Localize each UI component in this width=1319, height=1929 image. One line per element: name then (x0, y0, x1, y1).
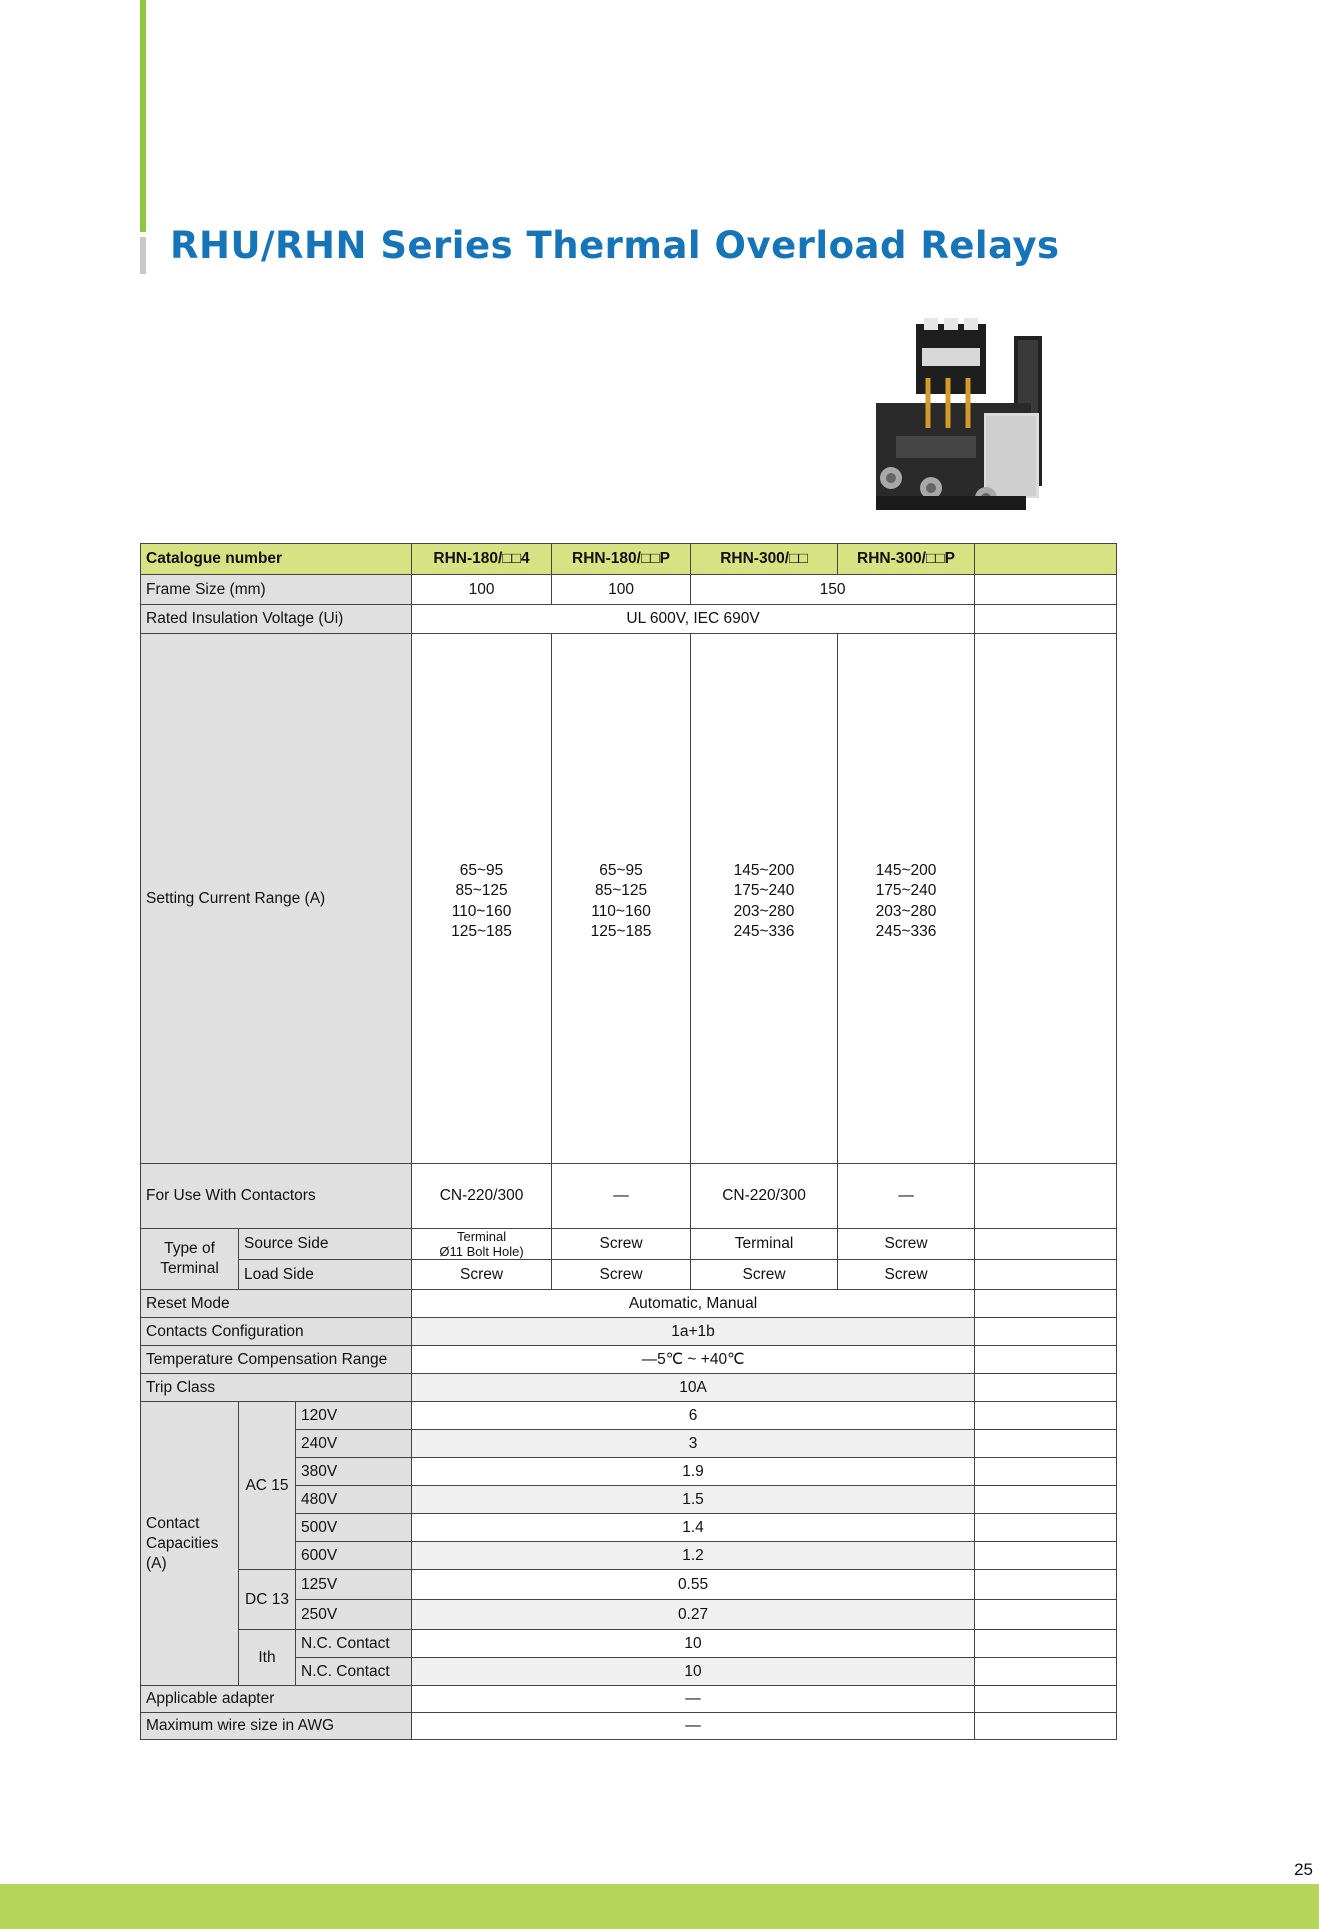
dc13-row (141, 1570, 1117, 1600)
source-side-1 (412, 1229, 552, 1260)
rated-insulation-label: Rated Insulation Voltage (Ui) (141, 605, 412, 634)
contactors-2: — (552, 1164, 691, 1229)
range-value: 65~95 (599, 861, 643, 879)
setting-current-1 (412, 634, 552, 1164)
range-value: 110~160 (591, 902, 651, 920)
frame-size-1: 100 (412, 575, 552, 605)
range-value: 85~125 (594, 882, 648, 899)
page-title: RHU/RHN Series Thermal Overload Relays (170, 224, 1060, 267)
range-value: 145~200 (733, 861, 795, 879)
ac15-empty (975, 1430, 1117, 1458)
dc13-empty (975, 1600, 1117, 1630)
rated-insulation-value: UL 600V, IEC 690V (412, 605, 975, 634)
load-side-label: Load Side (239, 1260, 412, 1290)
ac15-empty (975, 1542, 1117, 1570)
ith-value: 10 (412, 1630, 975, 1658)
frame-size-label: Frame Size (mm) (141, 575, 412, 605)
source-side-3: Terminal (691, 1229, 838, 1260)
dc13-value: 0.27 (412, 1600, 975, 1630)
temp-comp-row (141, 1346, 1117, 1374)
accent-bar-green (140, 0, 146, 232)
awg-empty (975, 1713, 1117, 1740)
header-row (141, 544, 1117, 575)
ac15-label: AC 15 (239, 1402, 296, 1570)
model-3: RHN-300/□□ (691, 544, 838, 575)
trip-class-label: Trip Class (141, 1374, 412, 1402)
ac15-empty (975, 1514, 1117, 1542)
source-side-1-line1: Terminal (456, 1229, 507, 1244)
dc13-voltage: 250V (296, 1600, 412, 1630)
ac15-value: 6 (412, 1402, 975, 1430)
range-value: 85~125 (455, 882, 508, 899)
ac15-voltage: 240V (296, 1430, 412, 1458)
setting-current-3 (691, 634, 838, 1164)
ac15-value: 1.2 (412, 1542, 975, 1570)
model-4: RHN-300/□□P (838, 544, 975, 575)
contacts-config-label: Contacts Configuration (141, 1318, 412, 1346)
load-side-1: Screw (412, 1260, 552, 1290)
load-side-4: Screw (838, 1260, 975, 1290)
accent-bar-gray (140, 237, 146, 274)
ac15-value: 1.5 (412, 1486, 975, 1514)
contacts-config-value: 1a+1b (412, 1318, 975, 1346)
temp-comp-empty (975, 1346, 1117, 1374)
range-value: 203~280 (733, 902, 795, 920)
contactors-row (141, 1164, 1117, 1229)
relay-product-photo (866, 318, 1066, 523)
rated-insulation-empty (975, 605, 1117, 634)
ith-label: Ith (239, 1630, 296, 1686)
awg-value: — (412, 1713, 975, 1740)
ac15-value: 3 (412, 1430, 975, 1458)
temp-comp-value: —5℃ ~ +40℃ (412, 1346, 975, 1374)
trip-class-value: 10A (412, 1374, 975, 1402)
contactors-1: CN-220/300 (412, 1164, 552, 1229)
adapter-empty (975, 1686, 1117, 1713)
reset-mode-value: Automatic, Manual (412, 1290, 975, 1318)
temp-comp-label: Temperature Compensation Range (141, 1346, 412, 1374)
contactors-label: For Use With Contactors (141, 1164, 412, 1229)
rated-insulation-row (141, 605, 1117, 634)
ac15-value: 1.9 (412, 1458, 975, 1486)
reset-mode-row (141, 1290, 1117, 1318)
source-side-empty (975, 1229, 1117, 1260)
reset-mode-empty (975, 1290, 1117, 1318)
adapter-value: — (412, 1686, 975, 1713)
range-value: 245~336 (875, 923, 937, 940)
frame-size-2: 100 (552, 575, 691, 605)
catalogue-label: Catalogue number (141, 544, 412, 575)
ac15-value: 1.4 (412, 1514, 975, 1542)
range-value: 203~280 (875, 902, 937, 920)
ac15-voltage: 120V (296, 1402, 412, 1430)
setting-current-4 (838, 634, 975, 1164)
awg-label: Maximum wire size in AWG (141, 1713, 412, 1740)
range-value: 125~185 (451, 923, 512, 940)
ac15-empty (975, 1486, 1117, 1514)
dc13-empty (975, 1570, 1117, 1600)
ith-empty (975, 1630, 1117, 1658)
ac15-voltage: 600V (296, 1542, 412, 1570)
dc13-value: 0.55 (412, 1570, 975, 1600)
setting-current-empty (975, 634, 1117, 1164)
range-value: 245~336 (733, 923, 795, 940)
model-empty (975, 544, 1117, 575)
page-number: 25 (1294, 1860, 1313, 1879)
ac15-empty (975, 1458, 1117, 1486)
contact-capacities-label: Contact Capacities (A) (141, 1402, 239, 1686)
setting-current-2 (552, 634, 691, 1164)
contactors-3: CN-220/300 (691, 1164, 838, 1229)
contactors-empty (975, 1164, 1117, 1229)
ac15-voltage: 480V (296, 1486, 412, 1514)
ith-contact: N.C. Contact (296, 1630, 412, 1658)
load-side-empty (975, 1260, 1117, 1290)
ith-row (141, 1630, 1117, 1658)
source-side-label: Source Side (239, 1229, 412, 1260)
ith-empty (975, 1658, 1117, 1686)
range-value: 175~240 (733, 882, 795, 899)
contactors-4: — (838, 1164, 975, 1229)
trip-class-row (141, 1374, 1117, 1402)
ith-contact: N.C. Contact (296, 1658, 412, 1686)
ith-value: 10 (412, 1658, 975, 1686)
source-side-2: Screw (552, 1229, 691, 1260)
adapter-label: Applicable adapter (141, 1686, 412, 1713)
model-2: RHN-180/□□P (552, 544, 691, 575)
reset-mode-label: Reset Mode (141, 1290, 412, 1318)
setting-current-label: Setting Current Range (A) (141, 634, 412, 1164)
footer-bar (0, 1884, 1319, 1929)
contacts-config-row (141, 1318, 1117, 1346)
load-side-2: Screw (552, 1260, 691, 1290)
dc13-label: DC 13 (239, 1570, 296, 1630)
range-value: 145~200 (875, 861, 937, 879)
ac15-voltage: 380V (296, 1458, 412, 1486)
range-value: 175~240 (875, 882, 937, 899)
ac15-empty (975, 1402, 1117, 1430)
ac15-row (141, 1402, 1117, 1430)
source-side-row (141, 1229, 1117, 1260)
adapter-row (141, 1686, 1117, 1713)
setting-current-row (141, 634, 1117, 1164)
load-side-row (141, 1260, 1117, 1290)
model-1: RHN-180/□□4 (412, 544, 552, 575)
terminal-type-label: Type of Terminal (141, 1229, 239, 1290)
awg-row (141, 1713, 1117, 1740)
contacts-config-empty (975, 1318, 1117, 1346)
trip-class-empty (975, 1374, 1117, 1402)
frame-size-row (141, 575, 1117, 605)
spec-table (140, 543, 1117, 1740)
source-side-1-line2: Ø11 Bolt Hole) (439, 1244, 524, 1259)
frame-size-3: 150 (691, 575, 975, 605)
ac15-voltage: 500V (296, 1514, 412, 1542)
frame-size-empty (975, 575, 1117, 605)
range-value: 65~95 (459, 861, 504, 879)
load-side-3: Screw (691, 1260, 838, 1290)
dc13-voltage: 125V (296, 1570, 412, 1600)
range-value: 110~160 (451, 902, 512, 920)
range-value: 125~185 (590, 923, 652, 940)
source-side-4: Screw (838, 1229, 975, 1260)
